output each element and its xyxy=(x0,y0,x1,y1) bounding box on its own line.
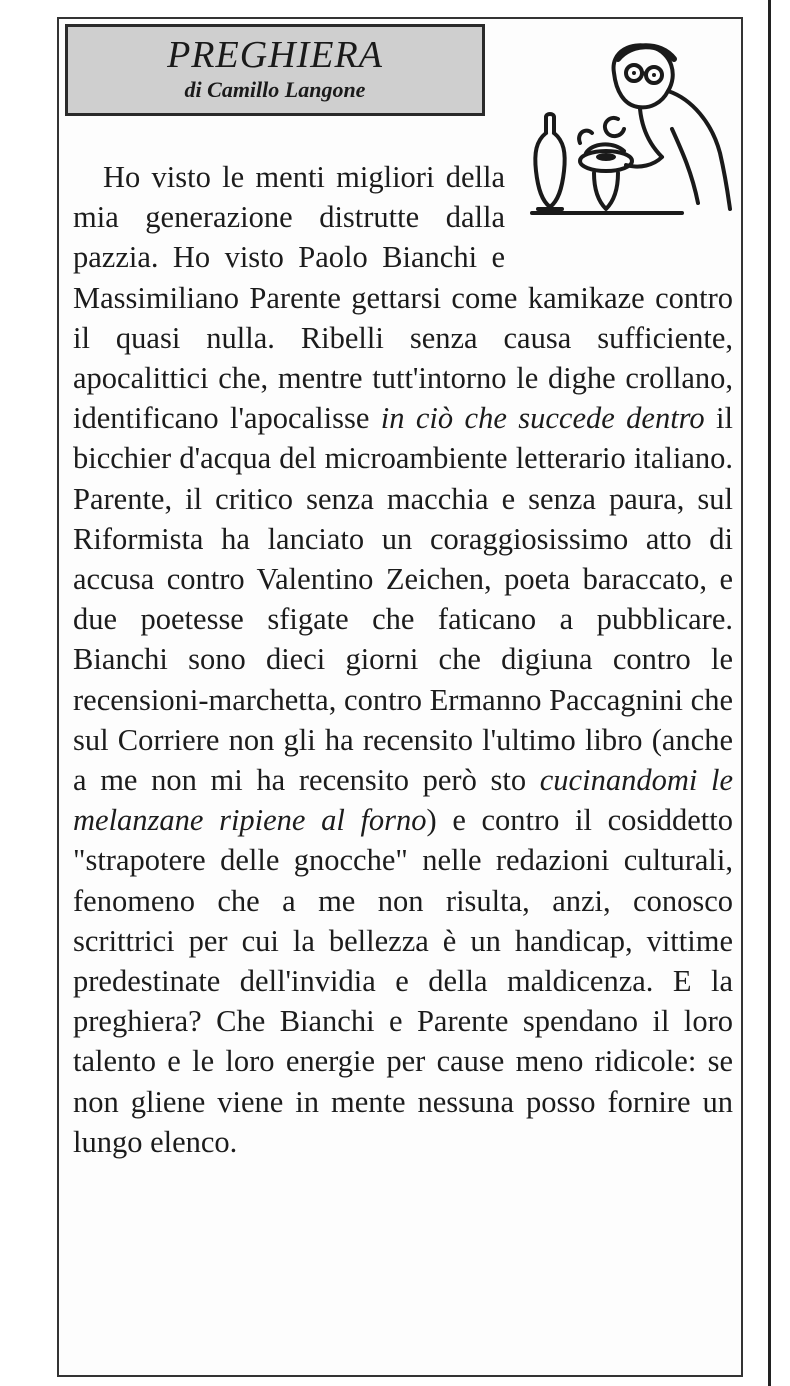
body-text-part-1: Ho visto le menti migliori della mia generazione distrutte dalla pazzia. Ho visto Paolo Bianchi e Massimiliano Parente gettarsi come kamikaze contro il quasi nulla. Ribelli senza causa sufficiente, apocalittici che, mentre tutt'intorno le dighe crollano, identificano l'apocalisse xyxy=(73,160,733,436)
article-byline: di Camillo Langone xyxy=(184,77,366,102)
article-title: PREGHIERA xyxy=(167,34,383,76)
article-box xyxy=(57,17,743,1377)
body-text-italic-2: cucinandomi le melanzane ripiene al forno xyxy=(73,763,733,838)
article-body xyxy=(73,157,733,1162)
title-box xyxy=(65,24,485,116)
body-text-part-3: ) e contro il cosiddetto "strapotere delle gnocche" nelle redazioni culturali, fenomeno che a me non risulta, anzi, conosco scrittrici per cui la bellezza è un handicap, vittime predestinate dell'invidia e della maldicenza. E la preghiera? Che Bianchi e Parente spendano il loro talento e le loro energie per cause meno ridicole: se non gliene viene in mente nessuna posso fornire un lungo elenco. xyxy=(73,803,733,1159)
body-text-part-2: il bicchier d'acqua del microambiente letterario italiano. Parente, il critico senza macchia e senza paura, sul Riformista ha lanciato un coraggiosissimo atto di accusa contro Valentino Zeichen, poeta baraccato, e due poetesse sfigate che faticano a pubblicare. Bianchi sono dieci giorni che digiuna contro le recensioni-marchetta, contro Ermanno Paccagnini che sul Corriere non gli ha recensito l'ultimo libro (anche a me non mi ha recensito però sto xyxy=(73,401,733,798)
illustration-wrap-space xyxy=(505,157,733,239)
column-divider xyxy=(768,0,771,1386)
body-text-italic-1: in ciò che succede dentro xyxy=(380,401,705,436)
article-paragraph xyxy=(73,157,733,1162)
